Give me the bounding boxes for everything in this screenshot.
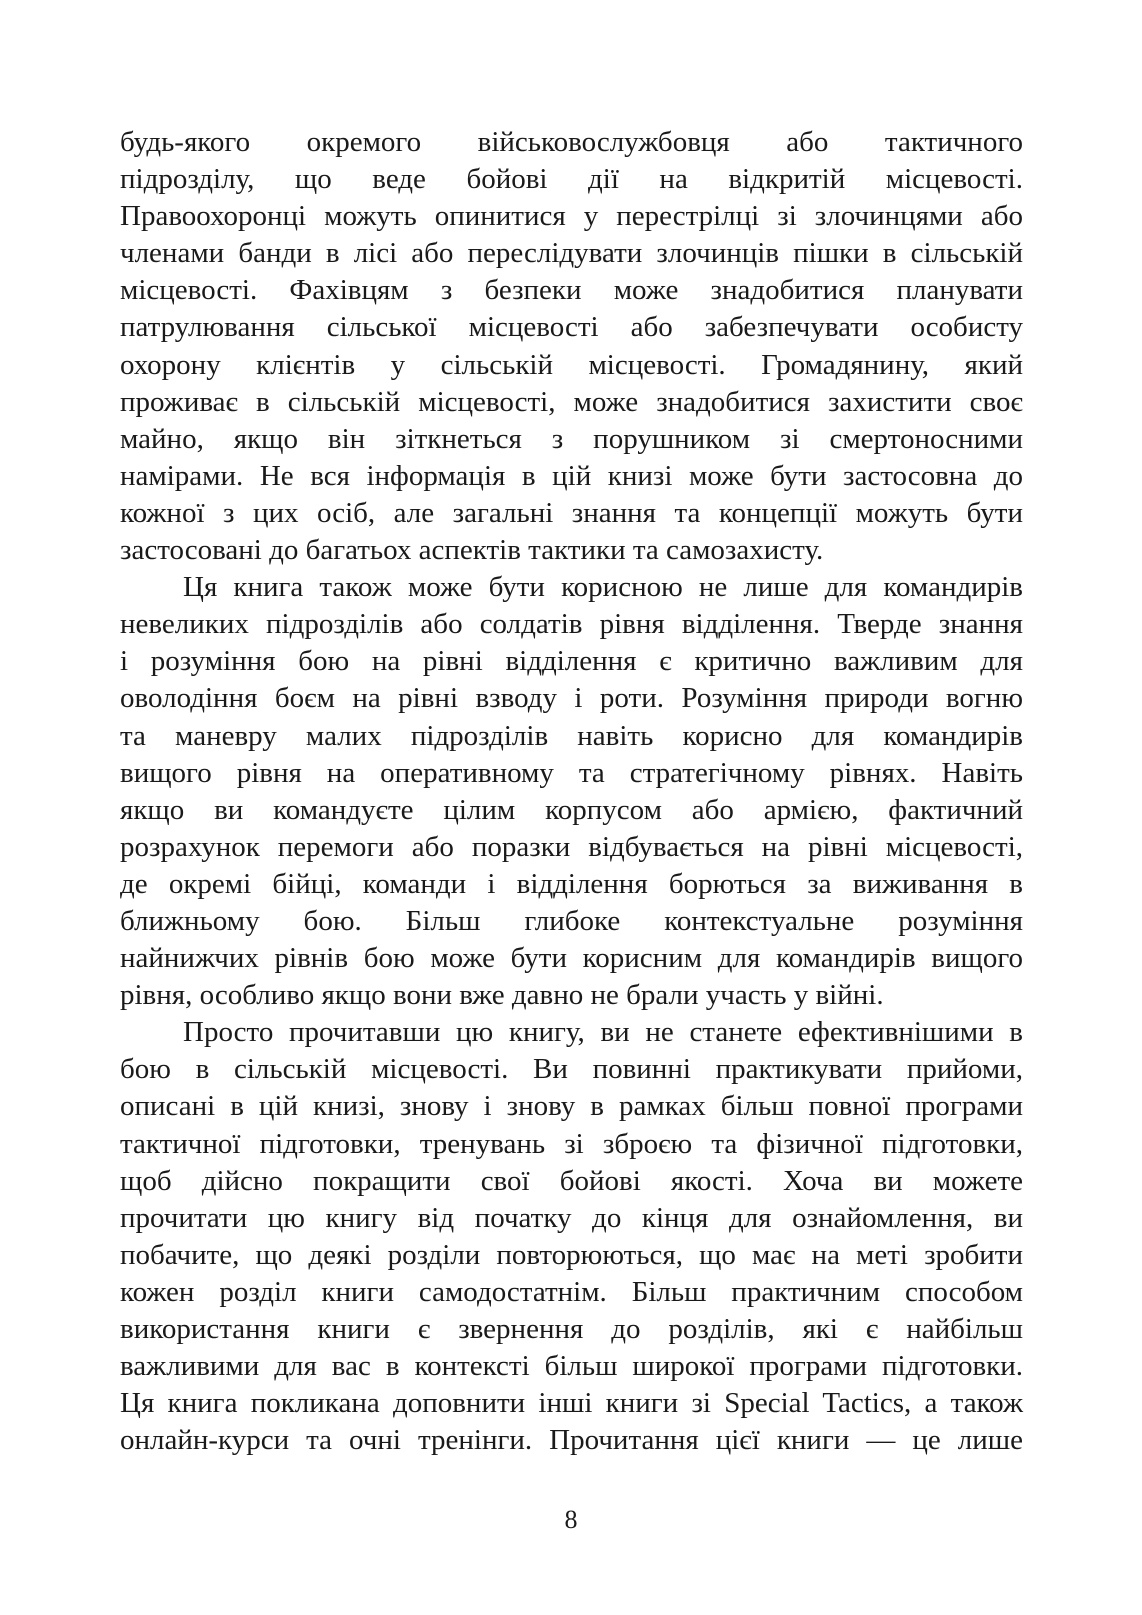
text-line: застосовані до багатьох аспектів тактики та самозахисту. [120, 534, 824, 567]
text-line: бою в сільській місцевості. Ви повинні практикувати прийоми, [120, 1053, 1023, 1086]
text-line: Ця книга також може бути корисною не лише для командирів [183, 571, 1023, 604]
text-line: ближньому бою. Більш глибоке контекстуальне розуміння [120, 904, 1023, 937]
text-line: Ця книга покликана доповнити інші книги зі Special Tactics, а також [120, 1387, 1023, 1420]
text-line: і розуміння бою на рівні відділення є критично важливим для [120, 645, 1023, 678]
text-line: прочитати цю книгу від початку до кінця для ознайомлення, ви [120, 1201, 1023, 1234]
page-number: 8 [564, 1505, 578, 1534]
text-line: оволодіння боєм на рівні взводу і роти. Розуміння природи вогню [120, 682, 1023, 715]
text-line: та маневру малих підрозділів навіть корисно для командирів [120, 719, 1023, 752]
text-line: щоб дійсно покращити свої бойові якості. Хоча ви можете [120, 1164, 1023, 1197]
text-line: невеликих підрозділів або солдатів рівня відділення. Тверде знання [120, 608, 1023, 641]
text-line: найнижчих рівнів бою може бути корисним для командирів вищого [120, 942, 1023, 975]
text-line: побачите, що деякі розділи повторюються, що має на меті зробити [120, 1238, 1023, 1271]
text-line: розрахунок перемоги або поразки відбувається на рівні місцевості, [120, 830, 1023, 863]
text-line: де окремі бійці, команди і відділення борються за виживання в [120, 867, 1023, 900]
text-line: тактичної підготовки, тренувань зі зброєю та фізичної підготовки, [120, 1127, 1023, 1160]
body-text [120, 124, 1023, 1459]
text-line: членами банди в лісі або переслідувати злочинців пішки в сільській [120, 237, 1023, 270]
text-line: підрозділу, що веде бойові дії на відкритій місцевості. [120, 163, 1023, 196]
text-line: патрулювання сільської місцевості або забезпечувати особисту [120, 311, 1023, 344]
paragraph [120, 1014, 1023, 1459]
text-line: онлайн-курси та очні тренінги. Прочитання цієї книги — це лише [120, 1424, 1023, 1457]
text-line: рівня, особливо якщо вони вже давно не брали участь у війні. [120, 979, 884, 1012]
text-line: важливими для вас в контексті більш широкої програми підготовки. [120, 1350, 1023, 1383]
text-line: якщо ви командуєте цілим корпусом або армією, фактичний [120, 793, 1023, 826]
text-line: охорону клієнтів у сільській місцевості. Громадянину, який [120, 348, 1023, 381]
text-line: намірами. Не вся інформація в цій книзі може бути застосовна до [120, 459, 1023, 492]
text-line: Правоохоронці можуть опинитися у перестрілці зі злочинцями або [120, 200, 1023, 233]
text-line: описані в цій книзі, знову і знову в рамках більш повної програми [120, 1090, 1023, 1123]
text-line: майно, якщо він зіткнеться з порушником зі смертоносними [120, 422, 1023, 455]
paragraph [120, 569, 1023, 1014]
text-line: будь-якого окремого військовослужбовця або тактичного [120, 126, 1023, 158]
text-line: місцевості. Фахівцям з безпеки може знадобитися планувати [120, 274, 1023, 307]
text-line: Просто прочитавши цю книгу, ви не станете ефективнішими в [183, 1016, 1023, 1049]
text-line: вищого рівня на оперативному та стратегічному рівнях. Навіть [120, 756, 1023, 789]
text-line: кожен розділ книги самодостатнім. Більш практичним способом [120, 1275, 1023, 1308]
text-line: використання книги є звернення до розділів, які є найбільш [120, 1313, 1023, 1345]
text-line: кожної з цих осіб, але загальні знання та концепції можуть бути [120, 496, 1023, 529]
paragraph [120, 124, 1023, 569]
text-line: проживає в сільській місцевості, може знадобитися захистити своє [120, 385, 1023, 418]
